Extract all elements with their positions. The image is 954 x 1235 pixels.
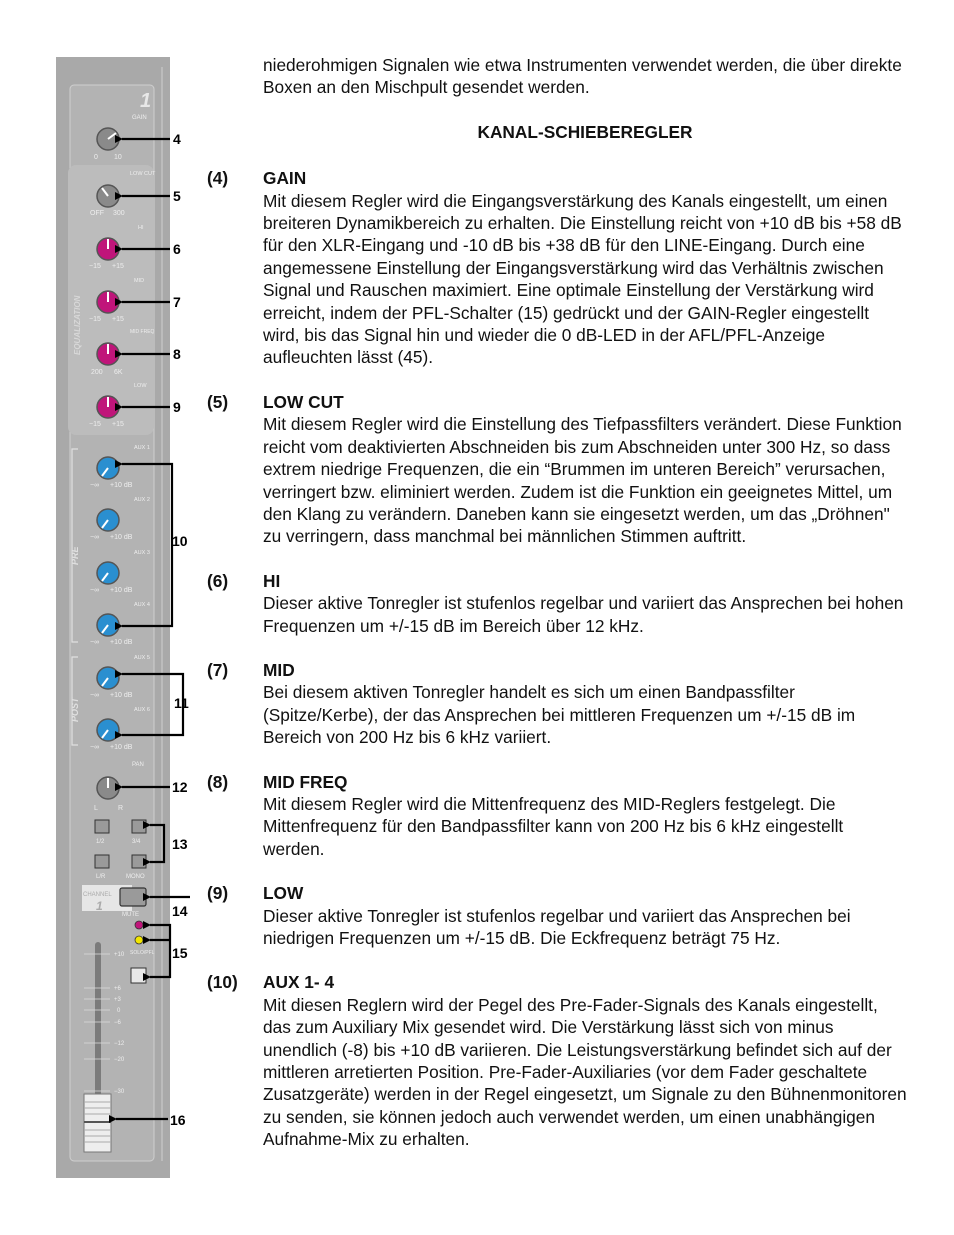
eq-section-label: EQUALIZATION [73,295,82,355]
aux-6-min: −∞ [90,744,100,751]
midfreq-min-label: 200 [91,369,103,376]
aux-1-max: +10 dB [110,482,133,489]
section-title: MID [263,659,295,680]
text-column [207,54,907,1173]
section-body: Bei diesem aktiven Tonregler handelt es sich um einen Bandpassfilter (Spitze/Kerbe), der das Ansprechen bei mittleren Frequenzen um +/-15 dB im Bereich von 200 Hz bis 6 kHz variiert. [263,682,856,748]
aux-knob-5[interactable] [97,667,119,689]
aux-3-max: +10 dB [110,587,133,594]
aux-knob-3[interactable] [97,562,119,584]
gain-knob[interactable] [97,128,119,150]
section-title: AUX 1- 4 [263,972,335,993]
midfreq-max-label: 6K [114,369,123,376]
lowcut-label: LOW CUT [130,171,156,177]
callout-13: 13 [172,836,188,852]
lowcut-min-label: OFF [90,210,104,217]
route-34-label: 3/4 [132,839,141,845]
route-mono-button[interactable] [132,855,146,868]
solo-led [135,936,143,944]
callout-9: 9 [173,399,181,415]
hi-min-label: −15 [89,263,101,270]
channel-number-bottom: 1 [96,899,103,913]
section-number: (8) [207,771,229,792]
aux-knob-2[interactable] [97,509,119,531]
section-low [207,882,907,949]
route-mono-label: MONO [126,874,145,880]
pre-section-label: PRE [70,546,80,565]
fader-scale-plus3: +3 [114,997,121,1003]
mute-button[interactable] [120,888,146,906]
section-gain [207,167,907,369]
aux-5-max: +10 dB [110,692,133,699]
low-label: LOW [134,383,147,389]
fader-scale-minus30: −30 [114,1089,125,1095]
section-hi [207,570,907,637]
section-title: LOW CUT [263,391,344,412]
low-min-label: −15 [89,421,101,428]
route-12-label: 1/2 [96,839,105,845]
fader-scale-minus6: −6 [114,1020,121,1026]
fader-scale-plus6: +6 [114,986,121,992]
section-body: Dieser aktive Tonregler ist stufenlos regelbar und variiert das Ansprechen bei hohen Frequenzen um +/-15 dB im Bereich über 12 kHz. [263,593,904,636]
fader-scale-plus10: +10 [114,952,125,958]
callout-14: 14 [172,903,188,919]
aux-1-min: −∞ [90,482,100,489]
aux-knob-6[interactable] [97,719,119,741]
midfreq-label: MID FREQ [130,329,155,335]
channel-strip-illustration [56,57,170,1178]
mid-min-label: −15 [89,316,101,323]
hi-label: HI [138,225,144,231]
lowcut-knob[interactable] [97,185,119,207]
section-title: LOW [263,883,304,904]
midfreq-knob[interactable] [97,343,119,365]
low-max-label: +15 [112,421,124,428]
section-title: GAIN [263,168,307,189]
aux-6-max: +10 dB [110,744,133,751]
callout-5: 5 [173,188,181,204]
hi-knob[interactable] [97,238,119,260]
solo-pfl-button[interactable] [131,968,146,983]
solo-label: SOLO/PFL [130,950,155,956]
fader-scale-0: 0 [117,1008,121,1014]
gain-label: GAIN [132,115,147,121]
pan-knob[interactable] [97,777,119,799]
callout-7: 7 [173,294,181,310]
aux-6-label: AUX 6 [134,707,150,713]
route-12-button[interactable] [95,820,109,833]
channel-label: CHANNEL [83,892,112,898]
aux-knob-4[interactable] [97,614,119,636]
intro-paragraph: niederohmigen Signalen wie etwa Instrumenten verwendet werden, die über direkte Boxen an den Mischpult gesendet werden. [263,55,902,98]
lowcut-max-label: 300 [113,210,125,217]
aux-2-min: −∞ [90,534,100,541]
section-title: HI [263,570,281,591]
pan-right-label: R [118,805,124,812]
route-lr-label: L/R [96,874,106,880]
pan-left-label: L [94,805,98,812]
fader-cap[interactable] [84,1094,111,1152]
route-34-button[interactable] [132,820,146,833]
aux-3-label: AUX 3 [134,550,150,556]
section-mid-freq [207,771,907,861]
section-number: (5) [207,391,229,412]
aux-5-min: −∞ [90,692,100,699]
mute-led [135,921,143,929]
callout-15: 15 [172,945,188,961]
callout-12: 12 [172,779,188,795]
aux-4-min: −∞ [90,639,100,646]
aux-knob-1[interactable] [97,457,119,479]
gain-min-label: 0 [94,154,98,161]
callout-6: 6 [173,241,181,257]
aux-2-max: +10 dB [110,534,133,541]
gain-max-label: 10 [114,154,122,161]
section-body: Mit diesen Reglern wird der Pegel des Pre-Fader-Signals des Kanals eingestellt, das zum Auxiliary Mix gesendet wird. Die Verstärkung lässt sich von minus unendlich (-8) bis +10 dB variieren. Die Leistungsverstärkung befindet sich auf der mittleren arretierten Position. Pre-Fader-Auxiliaries (vor dem Fader geschaltete Zusatzgeräte) werden in der Regel eingesetzt, um Signale zu den Bühnenmonitoren zu senden, sie können jedoch auch verwendet werden, um einen unabhängigen Aufnahme-Mix zu erhalten. [263,994,907,1150]
callout-16: 16 [170,1112,186,1128]
aux-4-label: AUX 4 [134,602,150,608]
aux-1-label: AUX 1 [134,445,150,451]
section-body: Mit diesem Regler wird die Eingangsverstärkung des Kanals eingestellt, um einen breiteren Dynamikbereich zu erhalten. Die Einstellung reicht von +10 dB bis +58 dB für den XLR-Eingang und -10 dB bis +38 dB für den LINE-Eingang. Durch eine angemessene Einstellung der Eingangsverstärkung wird das Verhältnis zwischen Signal und Rauschen maximiert. Eine optimale Einstellung der Verstärkung wird erreicht, indem der PFL-Schalter (15) gedrückt und der GAIN-Regler eingestellt wird, bis das Signal hin und wieder die 0 dB-LED in der AFL/PFL-Anzeige aufleuchten lässt (45). [263,190,902,368]
section-number: (9) [207,883,229,904]
mute-label: MUTE [122,912,139,918]
callout-4: 4 [173,131,181,147]
route-lr-button[interactable] [95,855,109,868]
callout-11: 11 [174,695,189,711]
section-body: Mit diesem Regler wird die Mittenfrequenz des MID-Reglers festgelegt. Die Mittenfrequenz für den Bandpassfilter kann von 200 Hz bis 6 kHz eingestellt werden. [263,793,844,859]
low-knob[interactable] [97,396,119,418]
section-number: (10) [207,972,238,993]
mid-label: MID [134,278,145,284]
hi-max-label: +15 [112,263,124,270]
section-number: (7) [207,659,229,680]
fader-scale-minus12: −12 [114,1041,125,1047]
section-mid [207,659,907,749]
mid-knob[interactable] [97,291,119,313]
aux-2-label: AUX 2 [134,497,150,503]
fader-scale-minus20: −20 [114,1057,125,1063]
section-title: MID FREQ [263,771,348,792]
aux-5-label: AUX 5 [134,655,150,661]
mid-max-label: +15 [112,316,124,323]
section-number: (4) [207,168,229,189]
section-number: (6) [207,570,229,591]
aux-4-max: +10 dB [110,639,133,646]
pan-label: PAN [132,762,144,768]
callout-10: 10 [172,533,188,549]
post-section-label: POST [70,697,80,722]
section-heading: KANAL-SCHIEBEREGLER [477,121,693,142]
section-aux-1-4 [207,971,907,1150]
callout-8: 8 [173,346,181,362]
section-low-cut [207,391,907,548]
aux-3-min: −∞ [90,587,100,594]
section-body: Dieser aktive Tonregler ist stufenlos regelbar und variiert das Ansprechen bei niedrigen Frequenzen um +/-15 dB. Die Eckfrequenz beträgt 75 Hz. [263,905,851,948]
channel-number-top: 1 [140,90,152,112]
section-body: Mit diesem Regler wird die Einstellung des Tiefpassfilters verändert. Diese Funktion reicht vom deaktivierten Abschneiden bis zum Abschneiden unter 300 Hz, so dass extrem niedrige Frequenzen, die ein “Brummen im unteren Bereich” verursachen, verringert bzw. eliminiert werden. Zudem ist die Funktion ein geeignetes Mittel, um den Klang zu verändern. Daneben kann sie eingesetzt werden, um das „Dröhnen" zu verringern, dass manchmal bei männlichen Stimmen auftritt. [263,414,902,547]
